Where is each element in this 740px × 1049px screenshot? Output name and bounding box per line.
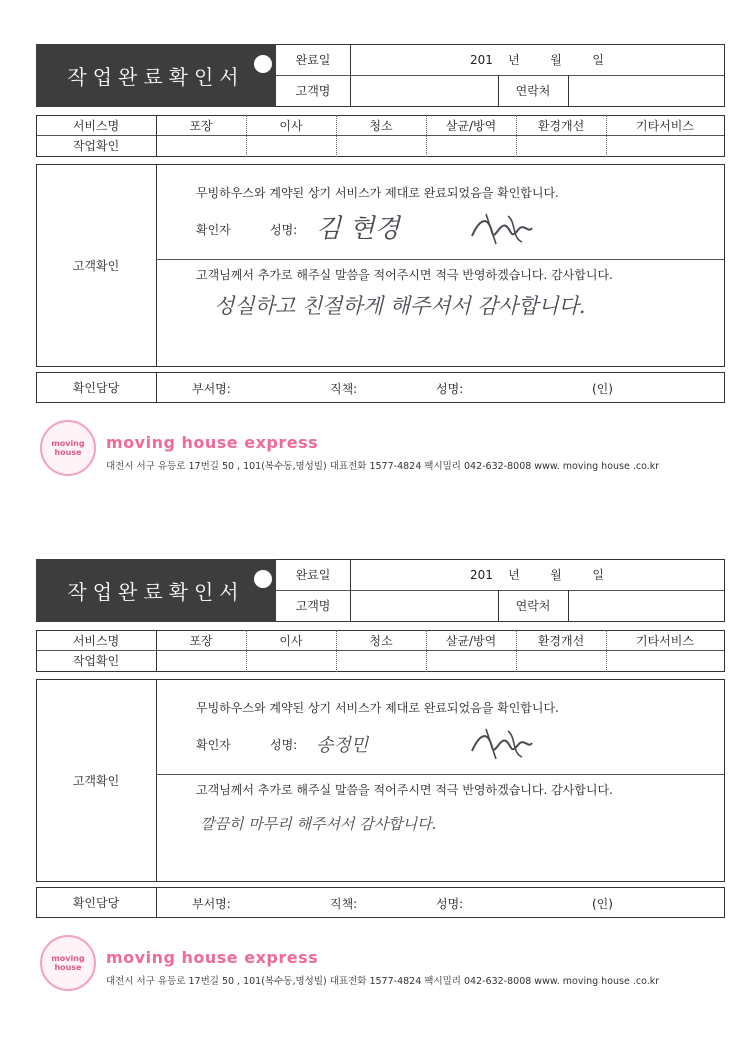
check-cell-other[interactable] (606, 135, 724, 156)
check-cell-sterilization[interactable] (426, 650, 516, 671)
title-bullet-dot (254, 55, 272, 73)
service-name-label: 서비스명 (72, 118, 120, 133)
contact-field[interactable] (568, 75, 724, 106)
manager-label: 확인담당 (72, 895, 120, 910)
service-environment: 환경개선 (537, 633, 585, 648)
brand-name: moving house express (106, 948, 319, 967)
brand-name: moving house express (106, 433, 319, 452)
check-cell-packing[interactable] (156, 650, 246, 671)
contact-field[interactable] (568, 590, 724, 621)
handwritten-signature (466, 723, 536, 763)
signer-name-label: 성명: (270, 223, 298, 237)
work-check-label: 작업확인 (72, 654, 120, 668)
service-other: 기타서비스 (636, 633, 694, 648)
logo-text: moving house (51, 954, 85, 972)
service-packing: 포장 (189, 633, 213, 648)
manager-name-label: 성명: (436, 382, 464, 396)
service-cleaning: 청소 (369, 633, 393, 648)
service-other: 기타서비스 (636, 118, 694, 133)
position-label: 직책: (330, 897, 358, 911)
check-cell-moving[interactable] (246, 135, 336, 156)
confirmer-label: 확인자 (196, 223, 231, 237)
handwritten-signature (466, 208, 536, 248)
form-title-box (36, 44, 276, 107)
seal-label: (인) (592, 897, 613, 911)
manager-name-label: 성명: (436, 897, 464, 911)
signer-handwritten-name: 송정민 (316, 735, 369, 756)
service-moving: 이사 (279, 118, 303, 133)
check-cell-environment[interactable] (516, 650, 606, 671)
request-statement: 고객님께서 추가로 해주실 말씀을 적어주시면 적극 반영하겠습니다. 감사합니다. (196, 783, 613, 797)
service-environment: 환경개선 (537, 118, 585, 133)
contact-label: 연락처 (515, 599, 551, 613)
service-sterilization: 살균/방역 (445, 633, 497, 648)
check-cell-cleaning[interactable] (336, 650, 426, 671)
customer-check-label: 고객확인 (72, 258, 120, 273)
company-address: 대전시 서구 유등로 17번길 50 , 101(복수동,명성빌) 대표전화 1577-4824 팩시밀리 042-632-8008 www. moving house .co.kr (106, 976, 660, 987)
check-cell-sterilization[interactable] (426, 135, 516, 156)
service-sterilization: 살균/방역 (445, 118, 497, 133)
service-name-label: 서비스명 (72, 633, 120, 648)
check-cell-environment[interactable] (516, 135, 606, 156)
customer-comment-handwritten[interactable]: 성실하고 친절하게 해주셔서 감사합니다. (214, 294, 586, 318)
service-moving: 이사 (279, 633, 303, 648)
form-title: 작업완료확인서 (67, 580, 245, 604)
check-cell-packing[interactable] (156, 135, 246, 156)
check-cell-other[interactable] (606, 650, 724, 671)
seal-label: (인) (592, 382, 613, 396)
signer-handwritten-name: 김 현경 (316, 214, 400, 244)
service-packing: 포장 (189, 118, 213, 133)
title-bullet-dot (254, 570, 272, 588)
work-check-label: 작업확인 (72, 139, 120, 153)
completion-date-field[interactable]: 201 년 월 일 (470, 53, 604, 67)
completion-date-field[interactable]: 201 년 월 일 (470, 568, 604, 582)
confirm-statement: 무빙하우스와 계약된 상기 서비스가 제대로 완료되었음을 확인합니다. (196, 701, 559, 715)
company-logo (40, 935, 96, 991)
customer-check-label: 고객확인 (72, 773, 120, 788)
contact-label: 연락처 (515, 84, 551, 98)
department-label: 부서명: (192, 897, 231, 911)
form-title-box (36, 559, 276, 622)
completion-date-label: 완료일 (295, 568, 331, 582)
signer-name-label: 성명: (270, 738, 298, 752)
confirmer-label: 확인자 (196, 738, 231, 752)
customer-name-label: 고객명 (295, 84, 331, 98)
form-title: 작업완료확인서 (67, 65, 245, 89)
customer-name-field[interactable] (350, 75, 498, 106)
manager-label: 확인담당 (72, 380, 120, 395)
service-cleaning: 청소 (369, 118, 393, 133)
logo-text: moving house (51, 439, 85, 457)
department-label: 부서명: (192, 382, 231, 396)
customer-comment-handwritten[interactable]: 깔끔히 마무리 해주셔서 감사합니다. (200, 815, 437, 833)
completion-form-1 (0, 0, 740, 520)
check-cell-cleaning[interactable] (336, 135, 426, 156)
customer-name-label: 고객명 (295, 599, 331, 613)
check-cell-moving[interactable] (246, 650, 336, 671)
company-logo (40, 420, 96, 476)
confirm-statement: 무빙하우스와 계약된 상기 서비스가 제대로 완료되었음을 확인합니다. (196, 186, 559, 200)
customer-name-field[interactable] (350, 590, 498, 621)
completion-form-2 (0, 515, 740, 1035)
request-statement: 고객님께서 추가로 해주실 말씀을 적어주시면 적극 반영하겠습니다. 감사합니다. (196, 268, 613, 282)
completion-date-label: 완료일 (295, 53, 331, 67)
company-address: 대전시 서구 유등로 17번길 50 , 101(복수동,명성빌) 대표전화 1577-4824 팩시밀리 042-632-8008 www. moving house .co.kr (106, 461, 660, 472)
position-label: 직책: (330, 382, 358, 396)
